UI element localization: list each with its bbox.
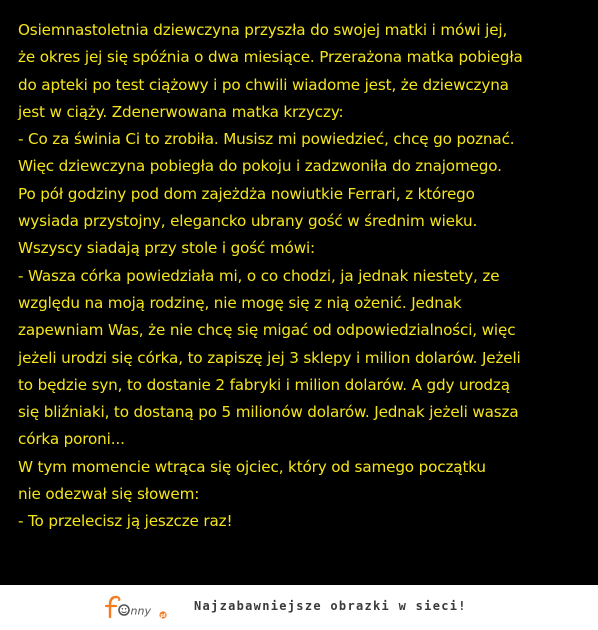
story-line: córka poroni... xyxy=(18,430,125,449)
story-line: - Co za świnia Ci to zrobiła. Musisz mi powiedzieć, chcę go poznać. xyxy=(18,130,515,149)
story-line: Osiemnastoletnia dziewczyna przyszła do swojej matki i mówi jej, xyxy=(18,21,508,39)
story-line: jest w ciąży. Zdenerwowana matka krzyczy: xyxy=(18,102,344,121)
story-line: się bliźniaki, to dostaną po 5 milionów dolarów. Jednak jeżeli wasza xyxy=(18,403,519,422)
story-line: jeżeli urodzi się córka, to zapiszę jej 3 sklepy i milion dolarów. Jeżeli xyxy=(18,348,521,367)
story-line: wysiada przystojny, elegancko ubrany gość w średnim wieku. xyxy=(18,212,478,231)
footer xyxy=(0,585,598,630)
tagline: Najzabawniejsze obrazki w sieci! xyxy=(194,599,467,613)
story-line: - To przelecisz ją jeszcze raz! xyxy=(18,512,233,531)
story-line: względu na moją rodzinę, nie mogę się z nią ożenić. Jednak xyxy=(18,293,462,312)
story-line: nie odezwał się słowem: xyxy=(18,485,200,504)
story-line: Wszyscy siadają przy stole i gość mówi: xyxy=(18,239,315,258)
story-line: Więc dziewczyna pobiegła do pokoju i zadzwoniła do znajomego. xyxy=(18,157,502,176)
funny-logo[interactable] xyxy=(104,593,178,621)
story-line: zapewniam Was, że nie chcę się migać od odpowiedzialności, więc xyxy=(18,321,516,340)
svg-text:pl: pl xyxy=(160,613,166,620)
story-line: W tym momencie wtrąca się ojciec, który od samego początku xyxy=(18,457,486,476)
story-line: - Wasza córka powiedziała mi, o co chodzi, ja jednak niestety, ze xyxy=(18,266,500,285)
story-line: to będzie syn, to dostanie 2 fabryki i milion dolarów. A gdy urodzą xyxy=(18,375,510,394)
story-line: że okres jej się spóźnia o dwa miesiące. Przerażona matka pobiegła xyxy=(18,48,523,67)
story-line: Po pół godziny pod dom zajeżdża nowiutkie Ferrari, z którego xyxy=(18,184,475,203)
story-line: do apteki po test ciążowy i po chwili wiadome jest, że dziewczyna xyxy=(18,75,509,94)
svg-text:nny: nny xyxy=(130,604,151,618)
